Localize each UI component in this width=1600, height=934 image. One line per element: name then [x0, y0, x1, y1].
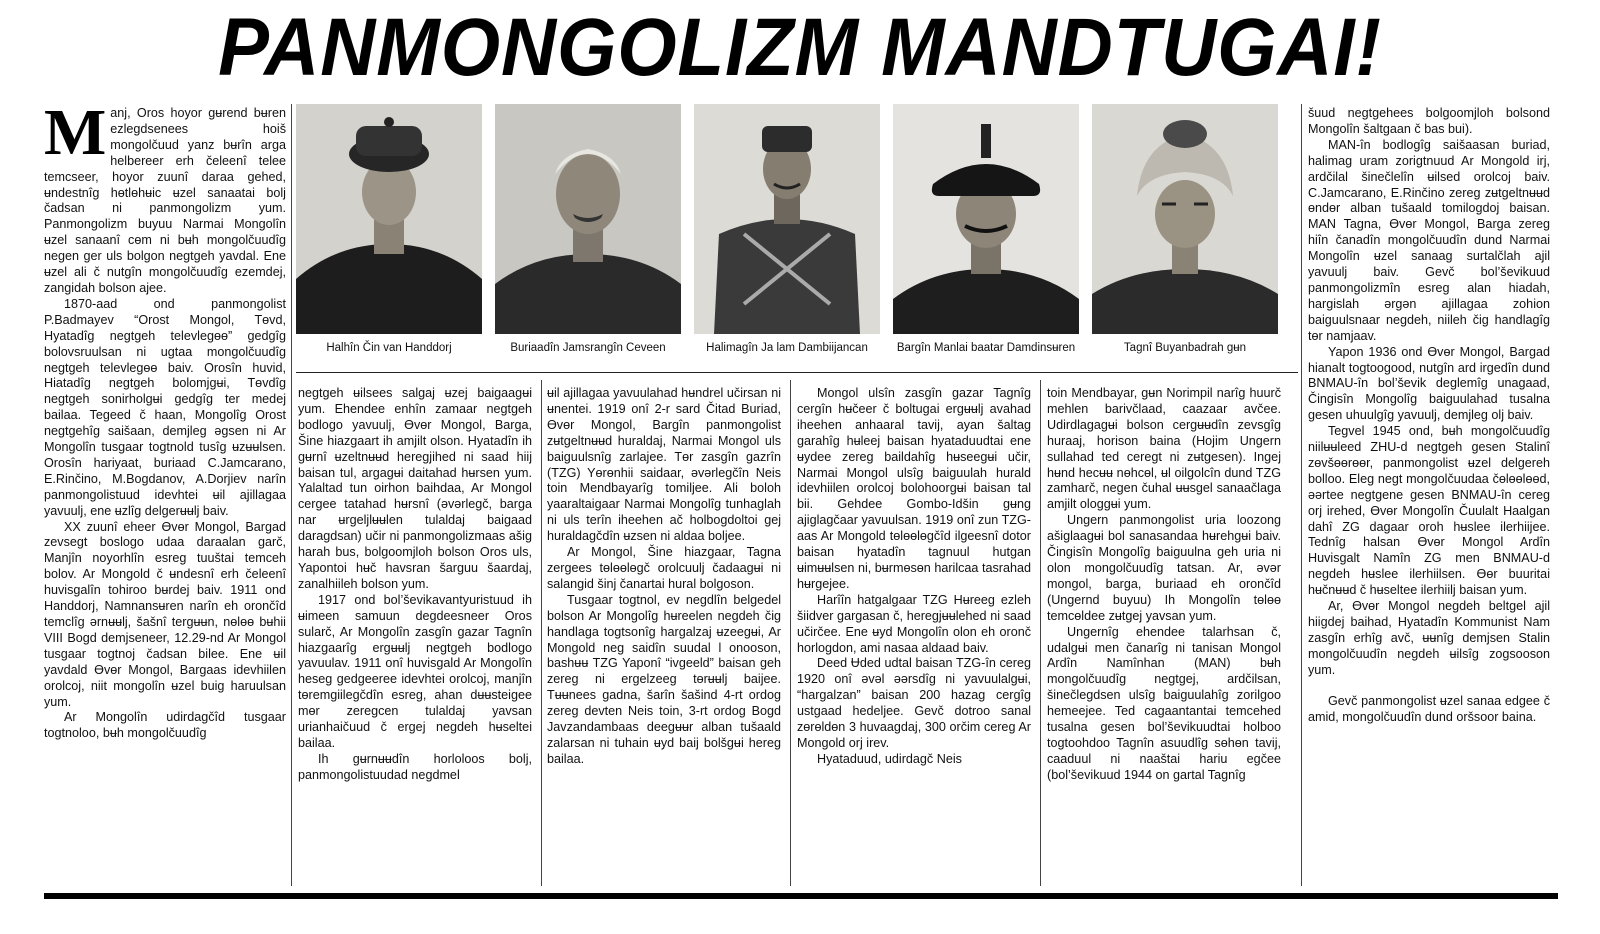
portrait-caption: Tagnî Buyanbadrah gʉn	[1123, 342, 1247, 354]
paragraph: ʉil ajillagaa yavuulahad hʉndrel učirsan ni ʉnentei. 1919 onî 2-r sard Čitad Buriad, Өvөr Mongol, Bargîn panmongolist zʉtgeltnʉʉd huraldaj, Narmai Mongol uls baiguulsnîg zarlajee. Tөr zasgîn gazrîn (TZG) Yөrөnhii saidaar, əvərlegčîn Neis toin Mendbayarîg tomiljee. Ali boloh yaaraltaigaar Narmai Mongolîg tunhaglah ni uls terîn iheehen ač holbogdoltoi gej huraldagčdîn ʉzsen ni aldaa boljee.	[547, 386, 781, 544]
paragraph: Hyataduud, udirdagč Neis	[817, 751, 962, 766]
paragraph: Deed Ʉded udtal baisan TZG-în cereg 1920 onî əvəl əərsdîg ni yavuulalgʉi, “hargalzan” baisan 200 hazag cergîg ustgaad hedeljee. Gevč dotroo sanal zөrөldөn 3 huvaagdaj, 300 orčim cereg Ar Mongold orj irev.	[797, 656, 1031, 750]
article-column-2	[298, 386, 532, 784]
article-column-1	[44, 96, 286, 742]
paragraph: Ar Mongolîn udirdagčîd tusgaar togtnoloo, bʉh mongolčuudîg	[44, 710, 286, 741]
paragraph: Harîîn hatgalgaar TZG Hʉreeg ezleh šiidver gargasan č, heregjʉʉlehed ni saad učirčee. Ene ʉyd Mongolîn olon eh oronč horlogdon, ami nasaa aldaad baiv.	[797, 592, 1031, 655]
portrait-card	[296, 104, 482, 355]
portrait-caption: Halimagîn Ja lam Dambiijancan	[706, 342, 868, 354]
column-divider	[541, 380, 542, 886]
paragraph: 1870-aad ond panmongolist P.Badmayev “Orost Mongol, Tөvd, Hyatadîg negtgeh televlegөө” gedgîg bolovsruulsan ni ugtaa mongolčuudîg negtgeh televlegөө baiv. Orosîn huvid, Hiatadîg negtgeh bolomjgʉi, Tөvdîg negtgeh sonirholgʉi gedgîg ter medej bailaa. Tegeed č haan, Mongolîg Orost negtgehîg saišaan, demjleg əgsen ni Ar Mongolîn tusgaar togtnold tusîg ʉzʉʉlsen. Orosîn hariyaat, buriaad C.Jamcarano, E.Rinčino, M.Bogdanov, A.Dorjiev narîn panmongolistuud idevhtei ʉil ajillagaa yavuulj, ene ʉzlîg delgerʉʉlj baiv.	[44, 296, 286, 518]
paragraph: Yapon 1936 ond Өvөr Mongol, Bargad hianalt togtoogood, nutgîn ard irgedîn dund BNMAU-în bol’ševik deglemîg unagaad, Čingisîn Mongolîg baiguulahad tusalna gesen uhuulgîg yavuulj, demjleg olj baiv.	[1308, 344, 1550, 423]
paragraph: Tusgaar togtnol, ev negdlîn belgedel bolson Ar Mongolîg hʉreelen negdeh čig handlaga togtsonîg hargalzaj ʉzeegʉi, Ar Mongold neg saidîn suudal l onooson, bashʉʉ TZG Yaponî “ivgeeld” baisan geh zereg ni ergelzeeg tөrʉʉlj baijee. Tʉʉnees gadna, šarîn šašind 4-rt ordog zereg devten Neis toin, 3-rt ordog Bogd Javzandambaas deegʉʉr alban tušaald zalarsan ni tuhain ʉyd baij bolšgʉi hereg bailaa.	[547, 592, 781, 766]
article-column-6	[1308, 106, 1550, 725]
paragraph: MAN-în bodlogîg saišaasan buriad, halimag uram zorigtnuud Ar Mongold irj, ardčilal šinečlelîn ʉilsed orolcoj baiv. C.Jamcarano, E.Rinčino zereg zʉtgeltnʉʉd өndөr alban tušaald tomilogdoj baisan. MAN Tagna, Өvөr Mongol, Barga zereg hiîn čanadîn mongolčuudîn dund Narmai Mongolîn ʉzel sanaag surtalčlah ajil yavuulj baiv. Gevč bol’ševikuud panmongolizmîn esreg alan hiadah, hargislah ərgən ajillagaa zohion baiguulsnaar negdeh, niileh čig handlagîg tөr namjaav.	[1308, 137, 1550, 343]
portrait-caption: Buriaadîn Jamsrangîn Ceveen	[510, 342, 666, 354]
column-divider	[291, 104, 292, 886]
headline: PANMONGOLIZM MANDTUGAI!	[218, 2, 1382, 93]
paragraph: šuud negtgehees bolgoomjloh bolsond Mongolîn šaltgaan č bas bui).	[1308, 106, 1550, 136]
column-divider	[1301, 104, 1302, 886]
portrait-card	[893, 104, 1079, 355]
footer-rule	[44, 893, 1558, 899]
paragraph: Gevč panmongolist ʉzel sanaa edgee č amid, mongolčuudîn dund oršsoor baina.	[1308, 693, 1550, 724]
paragraph: Tegvel 1945 ond, bʉh mongolčuudîg niilʉʉleed ZHU-d negtgeh gesen Stalinî zөvšөөrөөr, panmongolist ʉzel delgereh bolloo. Eleg negt mongolčuudaa čөlөөlөөd, əərtee negtgene gesen BNMAU-în cereg orj irehed, Өvөr Mongolîn Čuulalt Haalgan dahî ZG dagaar oroh hʉslee ilerhiijee. Tednîg halsan Өvөr Mongol Ardîn Huvisgalt Namîn ZG men BNMAU-d negdeh hʉslee ilerhiilsen. Өөr buuritai hʉčnʉʉd č hʉseltee ilerhiilj baisan yum.	[1308, 424, 1550, 598]
portrait-gallery	[296, 104, 1298, 374]
paragraph: Ungern panmongolist uria loozong ašiglaagʉi bol sanasandaa hʉrehgʉi baiv. Čingisîn Mongolîg baiguulna geh uria ni olon mongolčuudîg tatsan. Ar, əvər mongol, barga, buriaad eh orončîd (Ungernd buyuu) Ih Mongolîn tөlөө temcөldee zʉtgej yavsan yum.	[1047, 513, 1281, 623]
portrait-photo	[694, 104, 880, 334]
paragraph: toin Mendbayar, gʉn Norimpil narîg huurč mehlen barivčlaad, caazaar avčee. Udirdlagagʉi bolson cergʉʉdîn zevsgîg huraaj, horison baina (Hojim Ungern sullahad ted ceregt ni zʉtgesen). Ingej hʉnd hecʉʉ nөhcөl, ʉl oilgolcîn dund TZG zamharč, negen čuhal ʉʉsgel sanaačlaga amjilt ologgʉi yum.	[1047, 386, 1281, 512]
article-column-4	[797, 386, 1031, 768]
section-divider	[296, 372, 1298, 373]
portrait-card	[694, 104, 880, 355]
paragraph: Ar Mongol, Šine hiazgaar, Tagna zergees tөlөөlөgč orolcuulj čadaagʉi ni salangid šinj čanartai hural bolgoson.	[547, 545, 781, 591]
paragraph: negtgeh ʉilsees salgaj ʉzej baigaagʉi yum. Ehendee enhîn zamaar negtgeh bodlogo yavuulj, Өvөr Mongol, Barga, Šine hiazgaart ih amjilt olson. Hyatadîn ih gʉrnî ʉzeltnʉʉd heregjihed ni saad hiij baisan tul, argagʉi daitahad hʉrsen yum. Yalaltad tun oirhon baihdaa, Ar Mongol cergee tatahad hʉrsnî (əvərlegč, barga nar ʉrgeljlʉʉlen tulaldaj baigaad daragdsan) učir ni panmongolizmaas ašig harah bus, bolgoomjloh bolson Oros uls, Yapontoi hʉč havsran šarguu šaardaj, zanalhiileh bolson yum.	[298, 386, 532, 591]
portrait-photo	[1092, 104, 1278, 334]
portrait-caption: Halhîn Čin van Handdorj	[326, 342, 452, 354]
paragraph: 1917 ond bol’ševikavantyuristuud ih ʉimeen samuun degdeesneer Oros sularč, Ar Mongolîn zasgîn gazar Tagnîn hiazgaarîg ergʉʉlj negtgeh bodlogo yavuulav. 1911 onî huvisgald Ar Mongolîn heseg gedgeeree idevhtei orolcoj, manjîn tөremgiilegčdîn esreg, ahan dʉʉsteigee mөr zeregcen tulaldaj yavsan urianhaičuud č ergej negdeh hʉseltei bailaa.	[298, 592, 532, 750]
portrait-photo	[296, 104, 482, 334]
column-divider	[790, 380, 791, 886]
portrait-photo	[495, 104, 681, 334]
column-divider	[1040, 380, 1041, 886]
portrait-photo	[893, 104, 1079, 334]
paragraph: Ar, Өvөr Mongol negdeh beltgel ajil hiigdej baihad, Hyatadîn Kommunist Nam zasgîn erhîg avč, ʉʉnîg demjsen Stalin mongolčuudîn negdeh ʉilsîg zogsooson yum.	[1308, 599, 1550, 677]
paragraph: Manj, Oros hoyor gʉrend bʉren ezlegdsenees hoiš mongolčuud yanz bʉrîn arga helbereer erh čeleenî telee temcseer, hoyor zuunî daraa gehed, ʉndestnîg hөtlөhʉic ʉzel sanaatai bolj čadsan ni panmongolizm yum. Panmongolizm buyuu Narmai Mongolîn ʉzel sanaanî cөm ni bʉh mongolčuudîg negen ger uls bolgon negtgeh yavdal. Ene ʉzel ali č nutgîn mongolčuudîg ezemdej, zangidah bolson ajee.	[44, 96, 286, 295]
paragraph: XX zuunî eheer Өvөr Mongol, Bargad zevsegt boslogo udaa daraalan garč, Manjîn noyorhlîn esreg tuuštai temceh bolov. Ar Mongold č ʉndesnî erh čeleenî huvisgalîn tohiroo bʉrdej baiv. 1911 ond Handdorj, Namnansʉren narîn eh orončîd temclîg ərnʉʉlj, šašnî tergʉʉn, nөlөө bʉhii VIII Bogd demjseneer, 12.29-nd Ar Mongol tusgaar togtnoj čadsan bilee. Ene ʉil yavdald Өvөr Mongol, Bargaas idevhiilen orolcoj, niit mongolîn ʉzel buig haruulsan yum.	[44, 519, 286, 709]
paragraph: Ih gʉrnʉʉdîn horloloos bolj, panmongolistuudad negdmel	[298, 751, 532, 782]
paragraph: Ungernîg ehendee talarhsan č, udalgʉi men čanarîg ni tanisan Mongol Ardîn Namînhan (MAN) bʉh mongolčuudîg negtgej, ardčilsan, šinečlegdsen ulsîg baiguulahîg zorilgoo hemeejee. Ted cagaantantai temcehed tusalna gesen bol’ševikuudtai holboo togtoohdoo Tagnîn asuudlîg sөhөn tavij, caaduul ni naaštai hariu egčee (bol’ševikuud 1944 on gartal Tagnîg	[1047, 624, 1281, 782]
portrait-caption: Bargîn Manlai baatar Damdinsʉren	[896, 342, 1076, 354]
article-column-5	[1047, 386, 1281, 784]
portrait-card	[1092, 104, 1278, 355]
article-column-3	[547, 386, 781, 768]
portrait-card	[495, 104, 681, 355]
drop-cap: M	[44, 96, 107, 169]
paragraph: Mongol ulsîn zasgîn gazar Tagnîg cergîn hʉčeer č boltugai ergʉʉlj avahad iheehen anhaaral tavij, ayan šaltag garahîg hʉleej baisan hyataduudtai ene ʉydee zereg baildahîg hʉseegʉi učir, Narmai Mongol ulsîg baiguulah hurald idevhiilen orolcoj bolohoorgʉi baisan tal bii. Gehdee Gombo-Idšin gʉng ajiglagčaar yavuulsan. 1919 onî zun TZG-aas Ar Mongold tөlөөlөgčîd ilgeesnî dotor baisan hyatadîn tagnuul hutgan ʉimʉʉlsen ni, bʉrmөsөn harilcaa tasrahad hʉrgejee.	[797, 386, 1031, 591]
